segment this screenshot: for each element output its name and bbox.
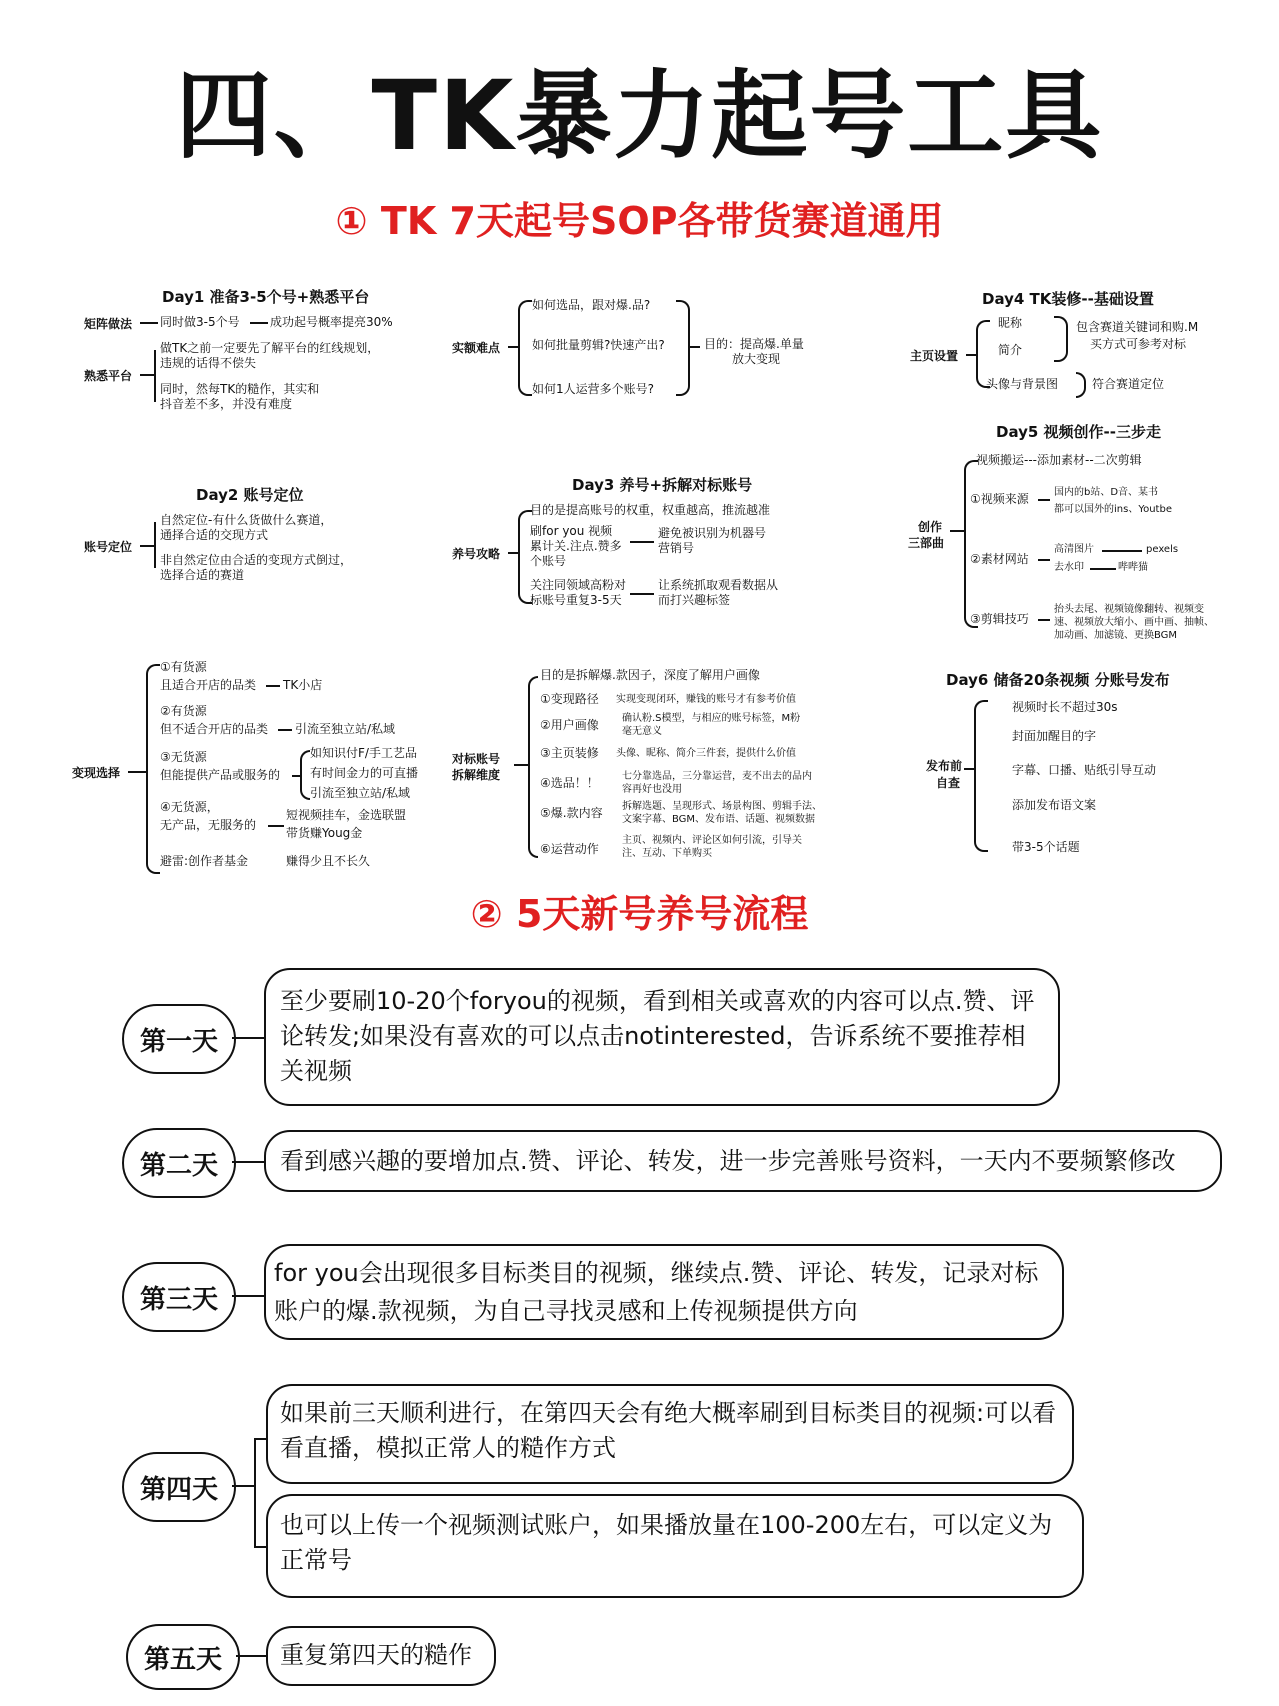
day2-a2: 通择合适的交现方式	[160, 528, 269, 542]
day5-top: 视频搬运---添加素材--二次剪辑	[976, 453, 1142, 467]
day6-i5: 带3-5个话题	[1012, 840, 1080, 854]
day3-b1: 刷for you 视频	[530, 524, 613, 538]
monetize-g3c2: 有时间金力的可直播	[310, 766, 419, 780]
benchmark-r4a: 七分靠选品，三分靠运营，麦不出去的品内	[622, 771, 812, 782]
day1-platform-a2: 违规的话得不偿失	[160, 356, 257, 370]
day5-s2a2: pexels	[1146, 544, 1179, 555]
day1-matrix-b: 成功起号概率提亮30%	[270, 315, 393, 329]
day3-b2: 累计关.注点.赞多	[530, 539, 622, 553]
monetize-label: 变现选择	[72, 766, 121, 780]
day5-s1a: 国内的b站、D音、某书	[1054, 487, 1159, 498]
day4-r1b: 买方式可参考对标	[1090, 337, 1187, 351]
day5-s1b: 都可以国外的ins、Youtbe	[1054, 504, 1172, 515]
day4-avatar: 头像与背景图	[986, 377, 1059, 391]
monetize-g4b: 无产品，无服务的	[160, 818, 257, 832]
difficulty-q2: 如何批量剪辑?快速产出?	[532, 338, 665, 352]
monetize-g4a: ④无货源，	[160, 800, 219, 814]
flow-day2-oval: 第二天	[122, 1128, 236, 1198]
day4-intro: 简介	[998, 343, 1023, 357]
benchmark-r4b: 容再好也没用	[622, 784, 682, 795]
monetize-g4c2: 带货赚Youg金	[286, 826, 363, 840]
day3-c1: 关注同领域高粉对	[530, 578, 627, 592]
flow-day4-text-b: 也可以上传一个视频测试账户，如果播放量在100-200左右，可以定义为正常号	[266, 1494, 1084, 1598]
day5-label2: 三部曲	[908, 536, 945, 550]
day3-c-r1: 让系统抓取观看数据从	[658, 578, 779, 592]
flow-day4-oval: 第四天	[122, 1452, 236, 1522]
day1-platform-b2: 抖音差不多，并没有难度	[160, 397, 293, 411]
day1-platform-label: 熟悉平台	[84, 369, 133, 383]
flow-day1-text: 至少要刷10-20个foryou的视频，看到相关或喜欢的内容可以点.赞、评论转发;如果没有喜欢的可以点击notinterested，告诉系统不要推荐相关视频	[264, 968, 1060, 1106]
benchmark-r2: ②用户画像	[540, 718, 599, 732]
benchmark-r6b: 注、互动、下单购买	[622, 848, 712, 859]
benchmark-r3a: 头像、昵称、简介三件套，提供什么价值	[616, 748, 796, 759]
monetize-g1c: TK小店	[283, 678, 323, 692]
day2-a1: 自然定位-有什么货做什么赛道，	[160, 513, 333, 527]
day1-platform-b1: 同时，然每TK的糙作，其实和	[160, 382, 320, 396]
day5-label1: 创作	[918, 520, 943, 534]
benchmark-r5: ⑤爆.款内容	[540, 806, 603, 820]
page-title: 四、TK暴力起号工具	[175, 60, 1104, 172]
day5-s3c: 加动画、加滤镜、更换BGM	[1054, 630, 1178, 641]
day1-heading: Day1 准备3-5个号+熟悉平台	[162, 288, 370, 306]
difficulty-goal2: 放大变现	[732, 352, 781, 366]
day5-heading: Day5 视频创作--三步走	[996, 423, 1162, 441]
benchmark-label2: 拆解维度	[452, 768, 501, 782]
monetize-g1a: ①有货源	[160, 660, 207, 674]
benchmark-r3: ③主页装修	[540, 746, 599, 760]
monetize-g3c3: 引流至独立站/私域	[310, 786, 411, 800]
monetize-g1b: 且适合开店的品类	[160, 678, 257, 692]
day6-label2: 自查	[936, 776, 961, 790]
day1-platform-a1: 做TK之前一定要先了解平台的红线规划，	[160, 341, 380, 355]
day4-r1a: 包含赛道关键词和购.M	[1076, 320, 1199, 334]
day3-label: 养号攻略	[452, 547, 501, 561]
section-title-flow: ② 5天新号养号流程	[470, 892, 809, 936]
monetize-g4c1: 短视频挂车，金选联盟	[286, 808, 407, 822]
difficulty-label: 实额难点	[452, 341, 501, 355]
flow-day5-oval: 第五天	[126, 1624, 240, 1690]
flow-day1-oval: 第一天	[122, 1004, 236, 1074]
day4-r2: 符合赛道定位	[1092, 377, 1165, 391]
benchmark-r6: ⑥运营动作	[540, 842, 599, 856]
flow-day2-text: 看到感兴趣的要增加点.赞、评论、转发，进一步完善账号资料，一天内不要频繁修改	[264, 1130, 1222, 1192]
benchmark-r5b: 文案字幕、BGM、发布语、话题、视频数据	[622, 814, 816, 825]
day5-s2b2: 哔哔猫	[1118, 562, 1148, 573]
monetize-g2c: 引流至独立站/私域	[295, 722, 396, 736]
day5-s3a: 抬头去尾、视频镜像翻转、视频变	[1054, 604, 1204, 615]
day5-s2a: 高清图片	[1054, 544, 1094, 555]
day3-b-r1: 避免被识别为机器号	[658, 526, 767, 540]
benchmark-label1: 对标账号	[452, 752, 501, 766]
difficulty-q1: 如何选品，跟对爆.品?	[532, 298, 651, 312]
day3-heading: Day3 养号+拆解对标账号	[572, 476, 753, 494]
day2-label: 账号定位	[84, 540, 133, 554]
day3-b3: 个账号	[530, 554, 567, 568]
day1-matrix-a: 同时做3-5个号	[160, 315, 240, 329]
day6-heading: Day6 储备20条视频 分账号发布	[946, 671, 1170, 689]
day3-b-r2: 营销号	[658, 541, 695, 555]
benchmark-r4: ④选品！！	[540, 776, 599, 790]
monetize-g3b: 但能提供产品或服务的	[160, 768, 281, 782]
difficulty-goal1: 目的：提高爆.单量	[704, 337, 804, 351]
day1-matrix-label: 矩阵做法	[84, 317, 133, 331]
day5-s3b: 速、视频放大缩小、画中画、抽帧、	[1054, 617, 1214, 628]
day3-c-r2: 而打兴趣标签	[658, 593, 731, 607]
benchmark-r5a: 拆解选题、呈现形式、场景构图、剪辑手法、	[622, 801, 822, 812]
day4-heading: Day4 TK装修--基础设置	[982, 290, 1154, 308]
day6-i1: 视频时长不超过30s	[1012, 700, 1118, 714]
day6-i4: 添加发布语文案	[1012, 798, 1097, 812]
day3-c2: 标账号重复3-5天	[530, 593, 622, 607]
benchmark-r2a: 确认粉.S模型，与相应的账号标签，M粉	[622, 713, 801, 724]
flow-day5-text: 重复第四天的糙作	[266, 1626, 496, 1686]
day2-heading: Day2 账号定位	[196, 486, 304, 504]
day6-i2: 封面加醒目的字	[1012, 729, 1097, 743]
day5-s2: ②素材网站	[970, 552, 1029, 566]
day4-label: 主页设置	[910, 349, 959, 363]
day2-b2: 选择合适的赛道	[160, 568, 245, 582]
day6-label1: 发布前	[926, 759, 963, 773]
monetize-g2a: ②有货源	[160, 704, 207, 718]
day5-s3: ③剪辑技巧	[970, 612, 1029, 626]
monetize-g5b: 赚得少且不长久	[286, 854, 371, 868]
day2-b1: 非自然定位由合适的变现方式倒过，	[160, 553, 353, 567]
flow-day3-text: for you会出现很多目标类目的视频，继续点.赞、评论、转发，记录对标账户的爆.款视频，为自己寻找灵感和上传视频提供方向	[264, 1244, 1064, 1340]
section-title-sop: ① TK 7天起号SOP各带货赛道通用	[335, 199, 944, 243]
benchmark-r2b: 毫无意义	[622, 726, 662, 737]
day3-a: 目的是提高账号的权重，权重越高，推流越准	[530, 503, 771, 517]
day5-s2b: 去水印	[1054, 562, 1084, 573]
day5-s1: ①视频来源	[970, 492, 1029, 506]
benchmark-r1a: 实现变现闭环，赚钱的账号才有参考价值	[616, 694, 796, 705]
monetize-g5a: 避雷:创作者基金	[160, 854, 249, 868]
flow-day3-oval: 第三天	[122, 1262, 236, 1332]
benchmark-r1: ①变现路径	[540, 692, 599, 706]
difficulty-q3: 如何1人运营多个账号?	[532, 382, 655, 396]
monetize-g2b: 但不适合开店的品类	[160, 722, 269, 736]
day4-nickname: 昵称	[998, 316, 1023, 330]
monetize-g3a: ③无货源	[160, 750, 207, 764]
day6-i3: 字幕、口播、贴纸引导互动	[1012, 763, 1157, 777]
monetize-g3c1: 如知识付F/手工艺品	[310, 746, 417, 760]
benchmark-top: 目的是拆解爆.款因子，深度了解用户画像	[540, 668, 760, 682]
benchmark-r6a: 主页、视频内、评论区如何引流，引导关	[622, 835, 802, 846]
flow-day4-text-a: 如果前三天顺利进行，在第四天会有绝大概率刷到目标类目的视频:可以看看直播，模拟正常人的糙作方式	[266, 1384, 1074, 1484]
